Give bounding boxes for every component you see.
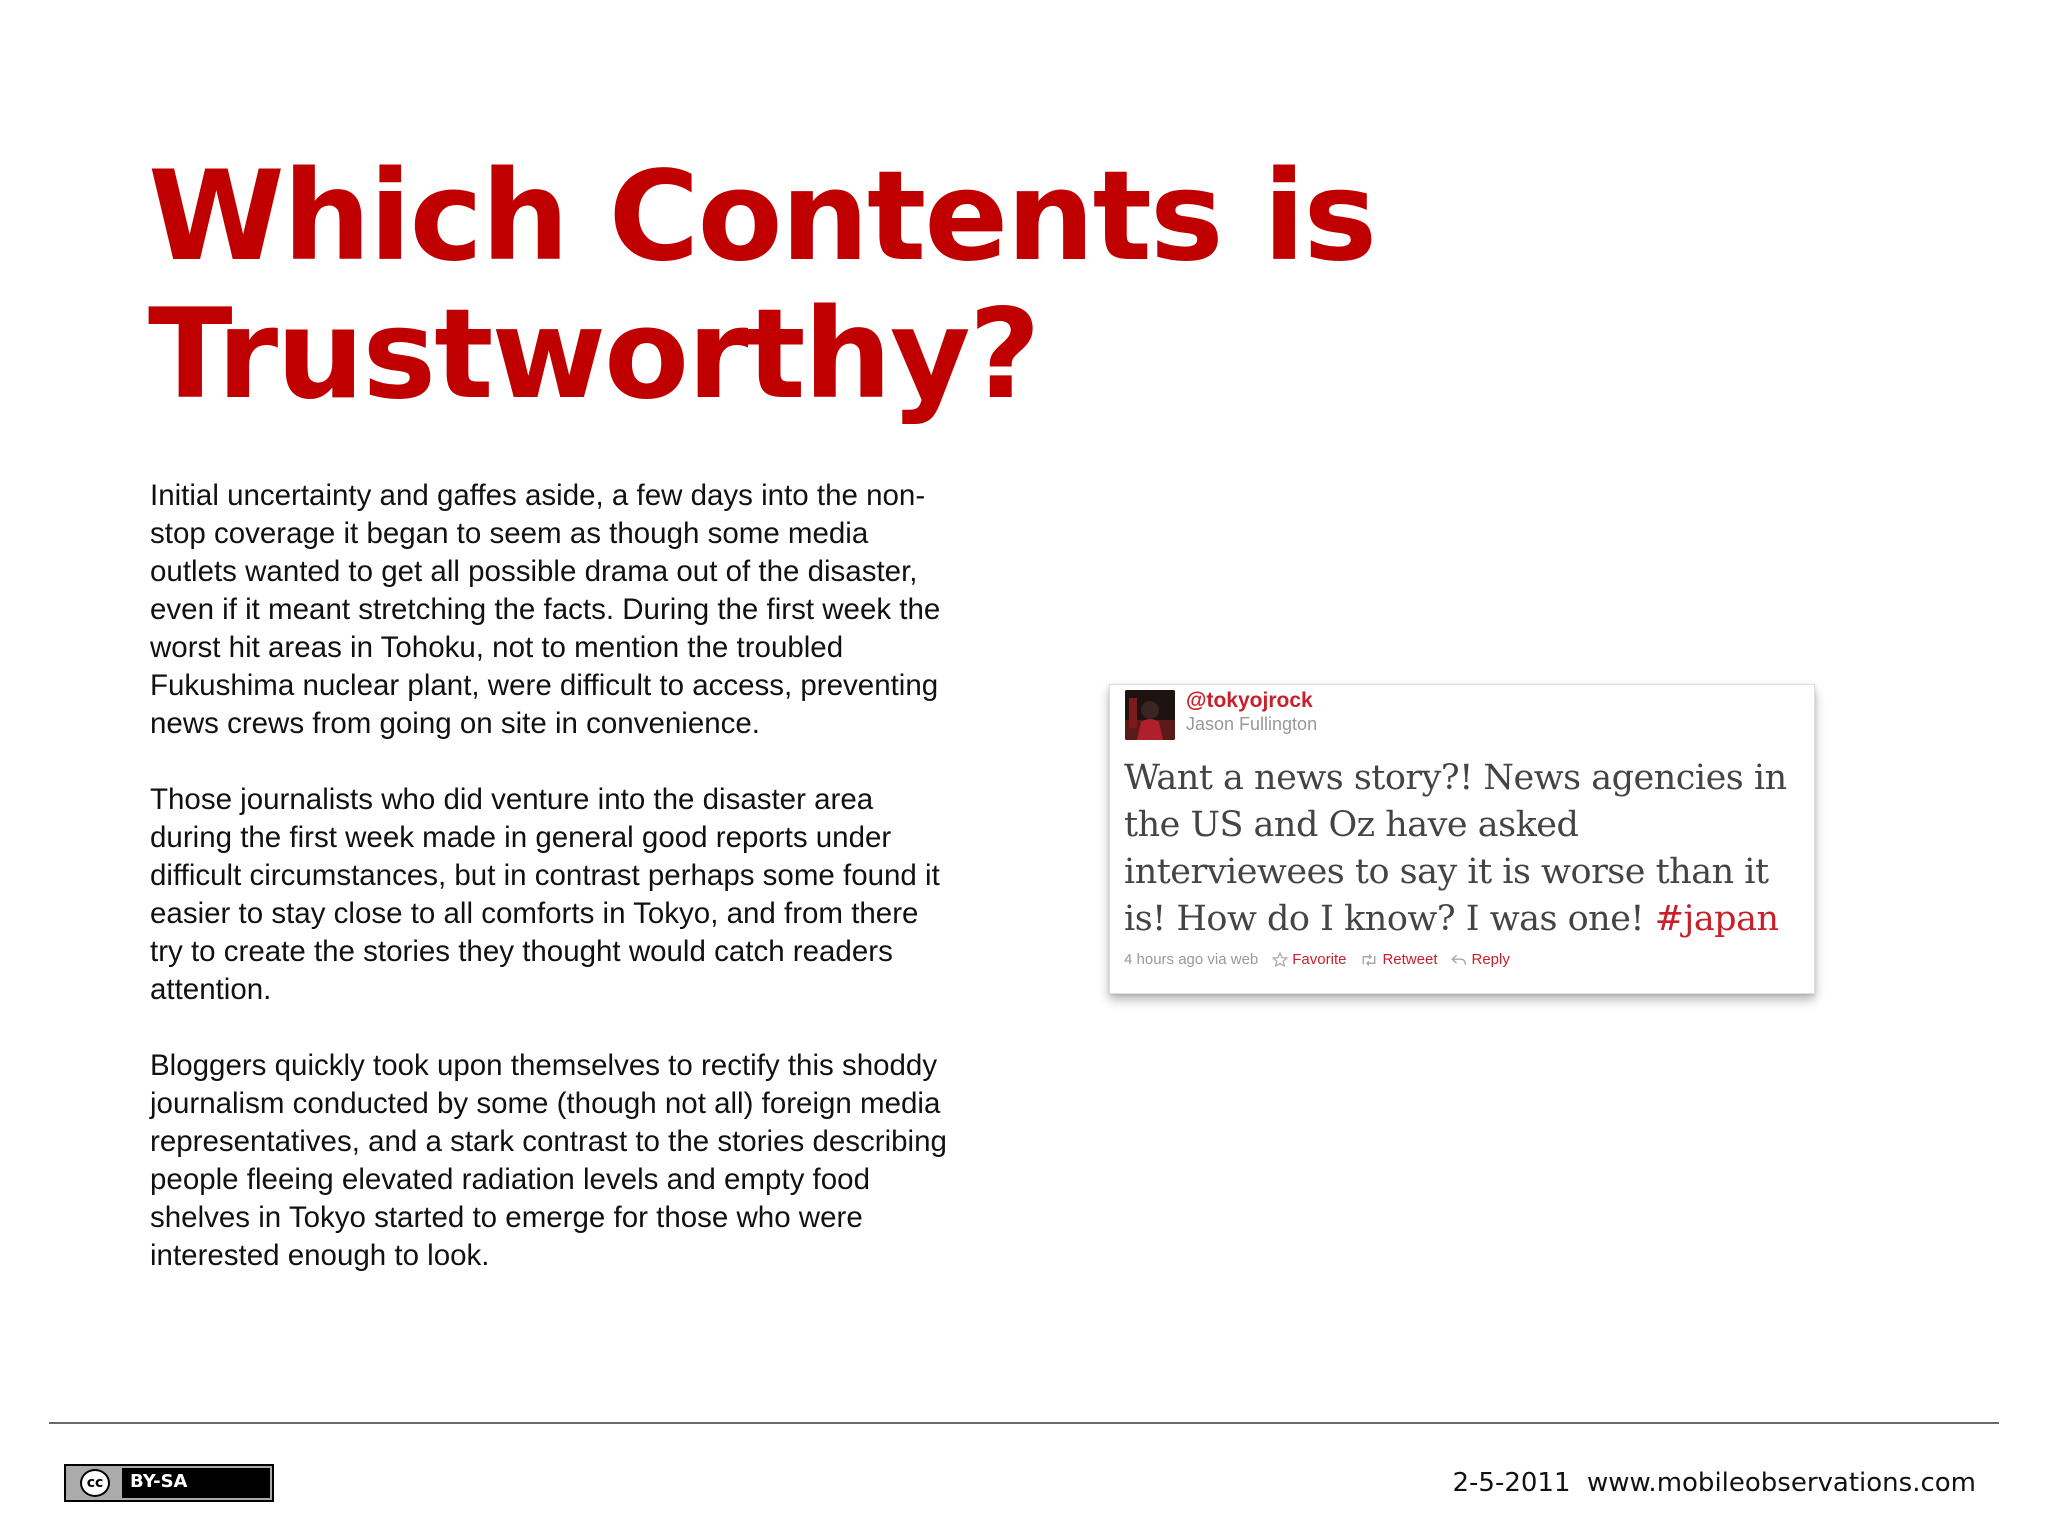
star-icon bbox=[1272, 952, 1288, 968]
avatar[interactable] bbox=[1125, 690, 1175, 740]
body-paragraph-3: Bloggers quickly took upon themselves to rectify this shoddy journalism conducted by some (though not all) foreign media representatives, and a stark contrast to the stories describing people fleeing elevated radiation levels and empty food shelves in Tokyo started to emerge for those who were interested enough to look. bbox=[150, 1049, 947, 1272]
tweet-meta bbox=[1124, 951, 1510, 968]
tweet-author-name: Jason Fullington bbox=[1186, 714, 1318, 734]
retweet-label: Retweet bbox=[1382, 951, 1438, 968]
license-label: BY-SA bbox=[130, 1471, 188, 1492]
reply-icon bbox=[1451, 953, 1467, 967]
retweet-icon bbox=[1360, 953, 1378, 967]
tweet-timestamp[interactable]: 4 hours ago via web bbox=[1124, 951, 1259, 968]
footer-divider bbox=[49, 1422, 1999, 1424]
slide-title-line-1: Which Contents is bbox=[148, 145, 1376, 289]
favorite-label: Favorite bbox=[1292, 951, 1347, 968]
body-paragraph-2: Those journalists who did venture into the disaster area during the first week made in general good reports under difficult circumstances, but in contrast perhaps some found it easier to stay close to all comforts in Tokyo, and from there try to create the stories they thought would catch readers attention. bbox=[150, 783, 940, 1006]
slide-title-line-2: Trustworthy? bbox=[148, 283, 1039, 427]
footer-date-website: 2-5-2011 www.mobileobservations.com bbox=[1452, 1468, 1976, 1498]
body-text bbox=[150, 477, 950, 1275]
retweet-button[interactable] bbox=[1360, 951, 1437, 968]
tweet-hashtag[interactable]: #japan bbox=[1654, 899, 1779, 939]
cc-icon: cc bbox=[80, 1469, 110, 1497]
reply-label: Reply bbox=[1471, 951, 1510, 968]
tweet-card bbox=[1109, 684, 1815, 994]
tweet-text bbox=[1124, 755, 1804, 943]
favorite-button[interactable] bbox=[1272, 951, 1346, 968]
cc-license-badge[interactable] bbox=[64, 1464, 274, 1502]
tweet-handle[interactable]: @tokyojrock bbox=[1186, 689, 1313, 712]
body-paragraph-1: Initial uncertainty and gaffes aside, a few days into the non-stop coverage it began to seem as though some media outlets wanted to get all possible drama out of the disaster, even if it meant stretching the facts. During the first week the worst hit areas in Tohoku, not to mention the troubled Fukushima nuclear plant, were difficult to access, preventing news crews from going on site in convenience. bbox=[150, 479, 941, 740]
reply-button[interactable] bbox=[1451, 951, 1509, 968]
tweet-text-body: Want a news story?! News agencies in the US and Oz have asked interviewees to say it is worse than it is! How do I know? I was one! bbox=[1124, 758, 1787, 939]
slide-title bbox=[148, 145, 1448, 427]
